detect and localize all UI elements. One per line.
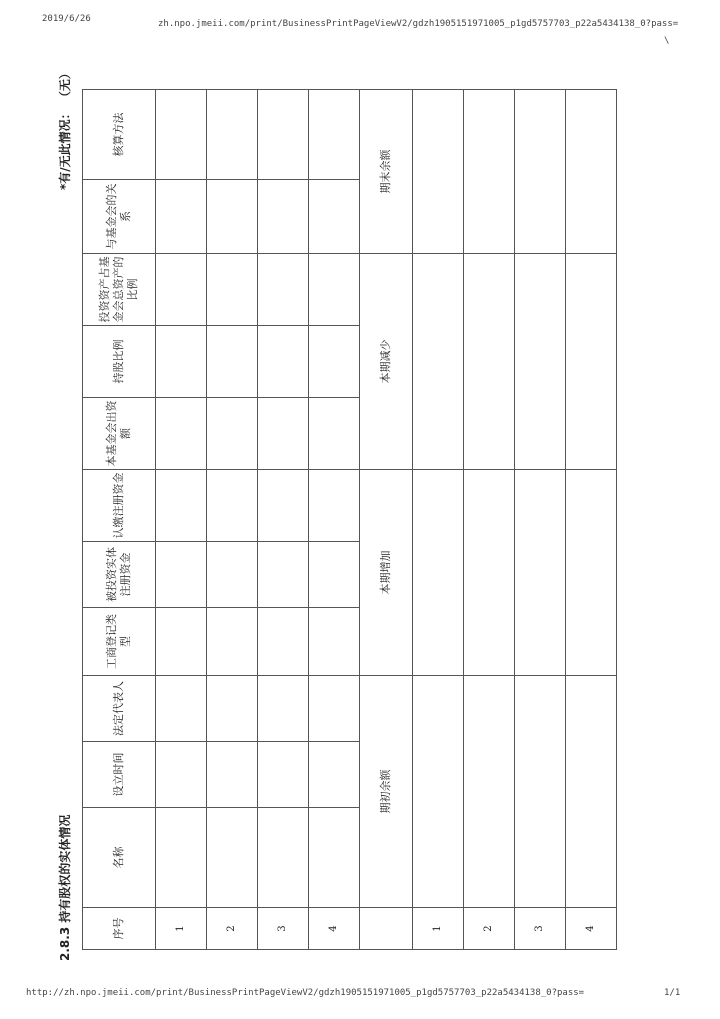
summary-header-row [360, 90, 413, 950]
summary-row [566, 90, 617, 950]
equity-entity-table [82, 89, 617, 950]
table-row [258, 90, 309, 950]
header-cell: 序号 [83, 908, 156, 950]
print-url-bottom: http://zh.npo.jmeii.com/print/BusinessPrintPageViewV2/gdzh1905151971005_p1gd5757703_p22a5434138_0?pass= [26, 988, 585, 998]
status-note: *有/无此情况： （无） [58, 67, 72, 190]
row-number: 3 [258, 908, 309, 950]
row-number: 3 [515, 908, 566, 950]
summary-row [515, 90, 566, 950]
header-cell: 工商登记类型 [83, 608, 156, 676]
row-number: 4 [566, 908, 617, 950]
page-number: 1/1 [664, 988, 681, 998]
table-row [309, 90, 360, 950]
rotated-form-page [58, 65, 650, 965]
row-number: 1 [156, 908, 207, 950]
header-cell: 核算方法 [83, 90, 156, 180]
section-title: 2.8.3 持有股权的实体情况 [58, 814, 72, 961]
table-row [207, 90, 258, 950]
summary-header-cell: 本期减少 [360, 254, 413, 470]
table-header-row [83, 90, 156, 950]
header-cell: 认缴注册资金 [83, 470, 156, 542]
corner-mark: \ [664, 36, 670, 46]
summary-header-cell: 本期增加 [360, 470, 413, 676]
row-number: 4 [309, 908, 360, 950]
header-cell: 投资资产占基金会总资产的比例 [83, 254, 156, 326]
header-cell: 持股比例 [83, 326, 156, 398]
header-cell: 被投资实体注册资金 [83, 542, 156, 608]
header-cell: 本基金会出资额 [83, 398, 156, 470]
summary-row [464, 90, 515, 950]
print-date: 2019/6/26 [42, 14, 91, 24]
header-cell: 法定代表人 [83, 676, 156, 742]
print-url-top: zh.npo.jmeii.com/print/BusinessPrintPageViewV2/gdzh1905151971005_p1gd5757703_p22a5434138_0?pass= [158, 19, 679, 29]
header-cell: 名称 [83, 808, 156, 908]
header-cell: 与基金会的关系 [83, 180, 156, 254]
row-number: 2 [464, 908, 515, 950]
summary-header-cell: 期初余额 [360, 676, 413, 908]
row-number: 1 [413, 908, 464, 950]
row-number: 2 [207, 908, 258, 950]
table-row [156, 90, 207, 950]
summary-header-cell: 期末余额 [360, 90, 413, 254]
summary-row [413, 90, 464, 950]
header-cell: 设立时间 [83, 742, 156, 808]
